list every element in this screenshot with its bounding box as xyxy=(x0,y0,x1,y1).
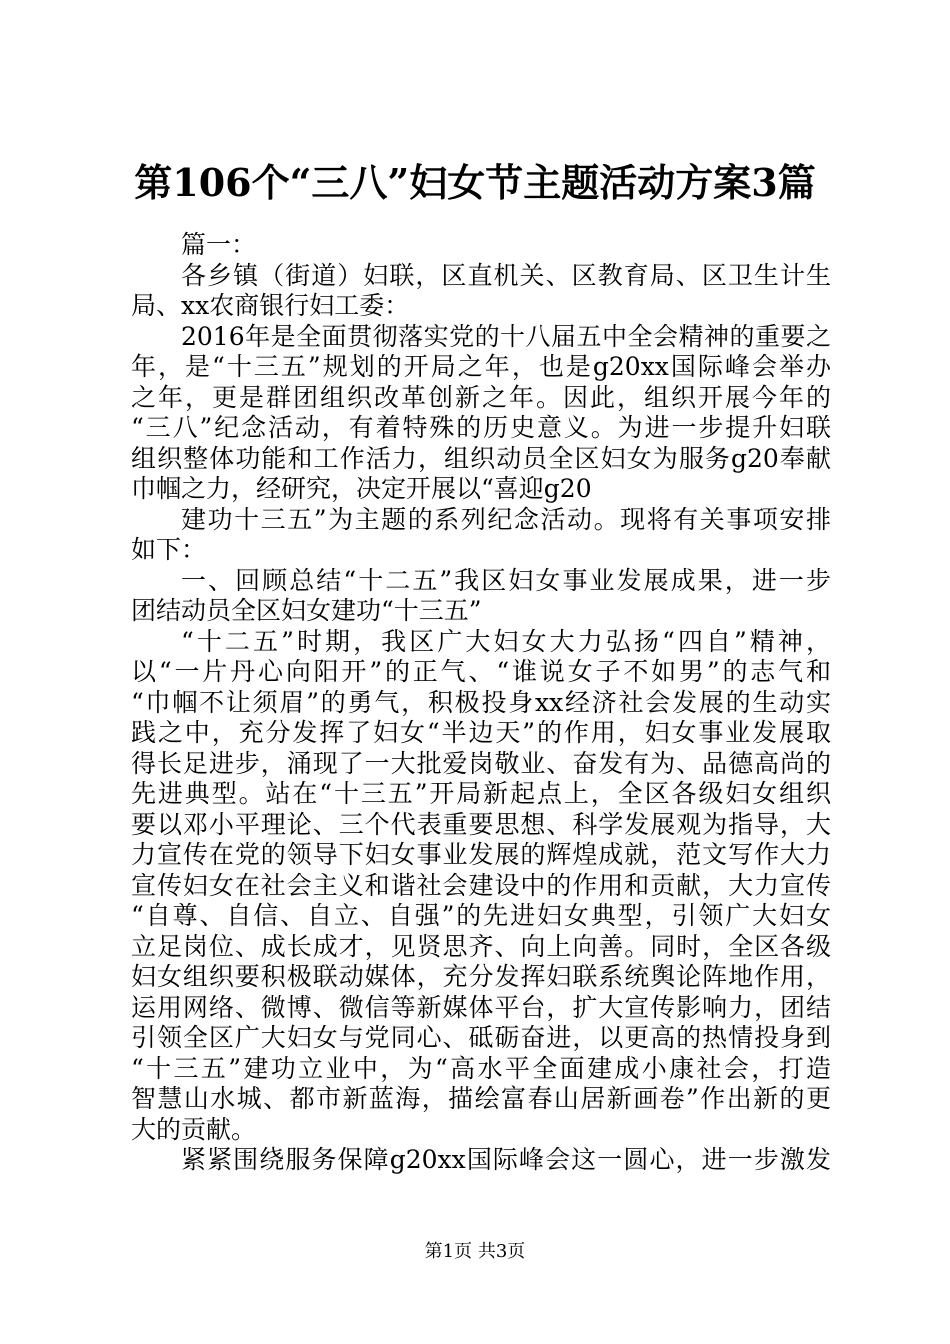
text-line: 一、回顾总结“十二五”我区妇女事业发展成果，进一步 xyxy=(181,565,831,595)
text-line: 之年，更是群团组织改革创新之年。因此，组织开展今年的 xyxy=(131,382,831,412)
text-line: 团结动员全区妇女建功“十三五” xyxy=(131,596,482,625)
text-line: 立足岗位、成长成才，见贤思齐、向上向善。同时，全区各级 xyxy=(131,931,831,961)
text-line: 践之中，充分发挥了妇女“半边天”的作用，妇女事业发展取 xyxy=(131,718,831,747)
text-line: 得长足进步，涌现了一大批爱岗敬业、奋发有为、品德高尚的 xyxy=(131,748,831,778)
text-line: 先进典型。站在“十三五”开局新起点上，全区各级妇女组织 xyxy=(131,779,831,808)
text-line: 以“一片丹心向阳开”的正气、“谁说女子不如男”的志气和 xyxy=(131,657,831,686)
text-line: “自尊、自信、自立、自强”的先进妇女典型，引领广大妇女 xyxy=(131,901,831,930)
page-footer: 第1页 共3页 xyxy=(424,1241,526,1262)
text-line: 年，是“十三五”规划的开局之年，也是g20xx国际峰会举办 xyxy=(131,352,831,381)
text-line: 如下： xyxy=(131,535,207,564)
text-line: 妇女组织要积极联动媒体，充分发挥妇联系统舆论阵地作用， xyxy=(131,962,831,991)
text-line: 大的贡献。 xyxy=(131,1114,257,1144)
document-title: 第106个“三八”妇女节主题活动方案3篇 xyxy=(134,160,816,205)
text-line: 巾帼之力，经研究，决定开展以“喜迎g20 xyxy=(131,474,592,503)
document-body xyxy=(131,230,831,1176)
text-line: 引领全区广大妇女与党同心、砥砺奋进，以更高的热情投身到 xyxy=(131,1023,831,1052)
text-line: 组织整体功能和工作活力，组织动员全区妇女为服务g20奉献 xyxy=(131,443,831,473)
text-line: “十三五”建功立业中，为“高水平全面建成小康社会，打造 xyxy=(131,1053,831,1083)
text-line: “巾帼不让须眉”的勇气，积极投身xx经济社会发展的生动实 xyxy=(131,687,831,717)
text-line: “十二五”时期，我区广大妇女大力弘扬“四自”精神， xyxy=(181,626,831,656)
text-line: 力宣传在党的领导下妇女事业发展的辉煌成就，范文写作大力 xyxy=(131,840,831,869)
text-line: 宣传妇女在社会主义和谐社会建设中的作用和贡献，大力宣传 xyxy=(131,870,831,900)
text-line: 各乡镇（街道）妇联，区直机关、区教育局、区卫生计生 xyxy=(181,260,831,290)
text-line: 建功十三五”为主题的系列纪念活动。现将有关事项安排 xyxy=(181,504,831,534)
text-line: 要以邓小平理论、三个代表重要思想、科学发展观为指导，大 xyxy=(131,809,831,839)
text-line: 智慧山水城、都市新蓝海，描绘富春山居新画卷”作出新的更 xyxy=(131,1084,831,1113)
text-line: “三八”纪念活动，有着特殊的历史意义。为进一步提升妇联 xyxy=(131,413,831,442)
text-line: 篇一： xyxy=(181,230,257,259)
text-line: 运用网络、微博、微信等新媒体平台，扩大宣传影响力，团结 xyxy=(131,992,831,1022)
text-line: 局、xx农商银行妇工委： xyxy=(131,291,410,320)
text-line: 2016年是全面贯彻落实党的十八届五中全会精神的重要之 xyxy=(181,321,831,351)
text-line: 紧紧围绕服务保障g20xx国际峰会这一圆心，进一步激发 xyxy=(181,1145,831,1174)
